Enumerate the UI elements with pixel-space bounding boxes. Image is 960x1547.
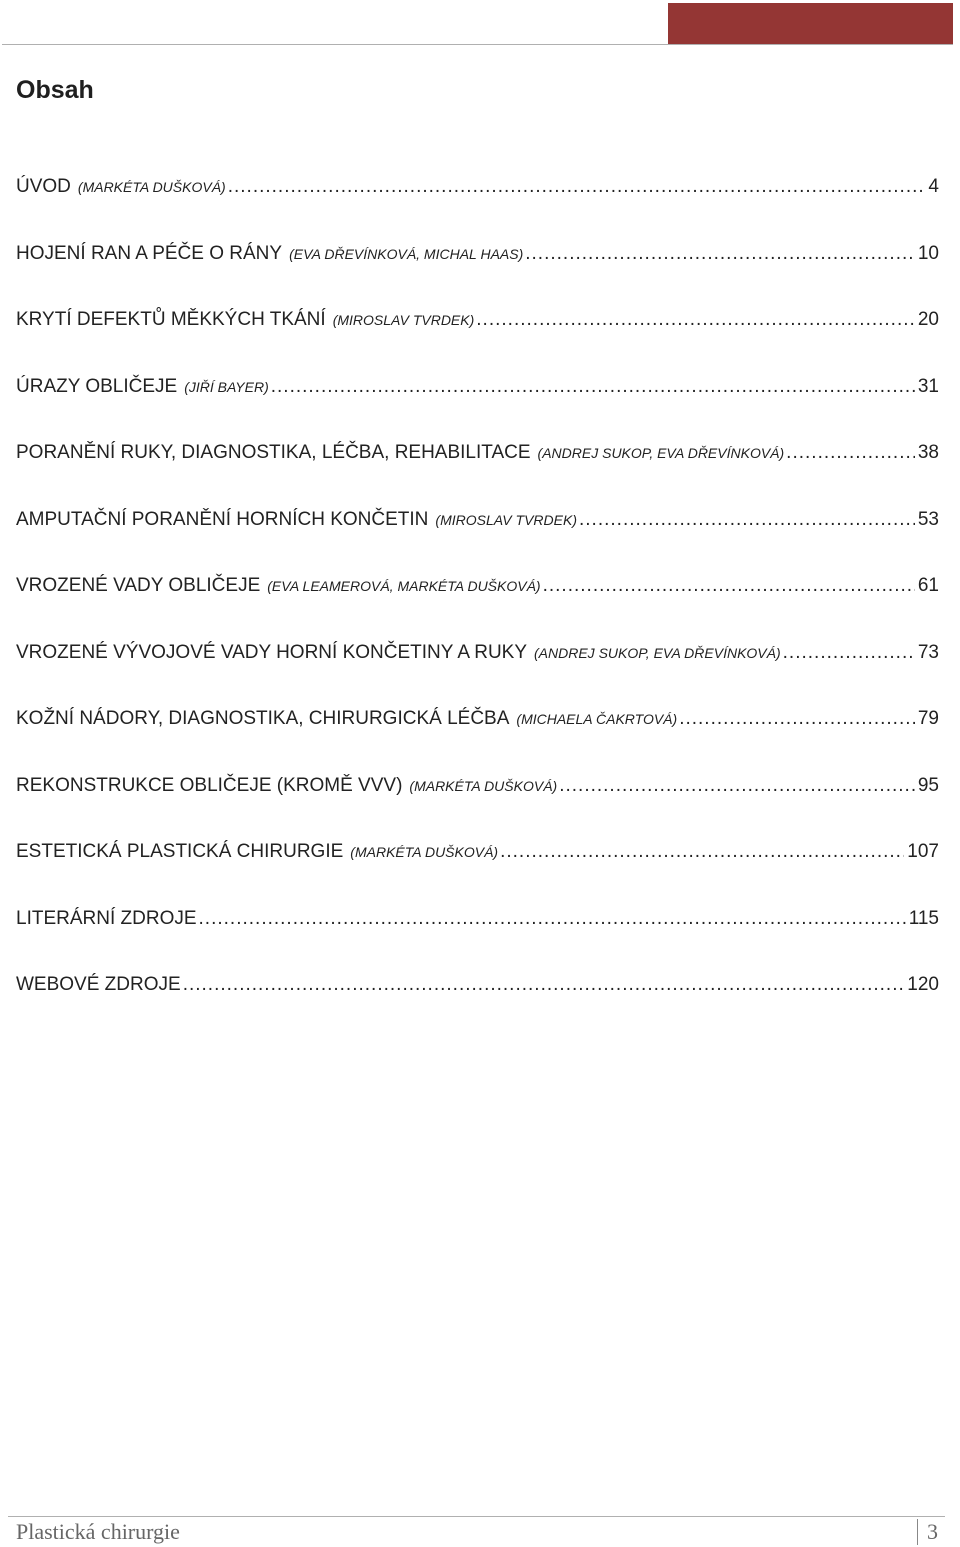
entry-page-number: 115: [908, 907, 939, 929]
toc-entry[interactable]: [16, 908, 939, 975]
toc-entry[interactable]: [16, 974, 939, 1041]
entry-title: VROZENÉ VADY OBLIČEJE: [16, 575, 261, 596]
table-of-contents: [16, 176, 939, 1041]
entry-page-number: 61: [917, 575, 939, 596]
entry-title: REKONSTRUKCE OBLIČEJE (KROMĚ VVV): [16, 774, 403, 796]
toc-entry[interactable]: [16, 243, 939, 310]
entry-title: ÚVOD: [16, 176, 71, 197]
entry-title: VROZENÉ VÝVOJOVÉ VADY HORNÍ KONČETINY A RUKY: [16, 641, 528, 663]
entry-title: WEBOVÉ ZDROJE: [16, 974, 181, 995]
toc-entry[interactable]: [16, 376, 939, 443]
entry-page-number: 20: [917, 309, 939, 330]
entry-page-number: 38: [917, 442, 939, 463]
entry-page-number: 73: [917, 641, 939, 663]
dot-leader: [525, 243, 915, 265]
entry-author: (JIŘÍ BAYER): [184, 378, 269, 395]
entry-author: (MIROSLAV TVRDEK): [435, 511, 577, 528]
toc-entry[interactable]: [16, 841, 939, 908]
dot-leader: [500, 841, 904, 863]
dot-leader: [476, 309, 915, 331]
toc-entry[interactable]: [16, 442, 939, 509]
footer-page-number: 3: [917, 1519, 938, 1545]
entry-page-number: 4: [928, 176, 939, 197]
footer-book-title: Plastická chirurgie: [16, 1519, 180, 1544]
entry-page-number: 10: [917, 242, 939, 264]
entry-author: (EVA DŘEVÍNKOVÁ, MICHAL HAAS): [289, 245, 524, 262]
entry-author: (EVA LEAMEROVÁ, MARKÉTA DUŠKOVÁ): [267, 578, 541, 594]
toc-entry[interactable]: [16, 575, 939, 642]
toc-entry[interactable]: [16, 775, 939, 842]
dot-leader: [543, 575, 915, 597]
entry-author: (MARKÉTA DUŠKOVÁ): [350, 844, 499, 860]
entry-author: (ANDREJ SUKOP, EVA DŘEVÍNKOVÁ): [534, 644, 781, 661]
dot-leader: [786, 442, 915, 464]
dot-leader: [199, 908, 906, 930]
dot-leader: [679, 708, 915, 730]
dot-leader: [228, 176, 926, 198]
entry-title: KRYTÍ DEFEKTŮ MĚKKÝCH TKÁNÍ: [16, 309, 326, 330]
header-accent-bar: [668, 3, 953, 44]
dot-leader: [559, 775, 915, 797]
entry-title: ÚRAZY OBLIČEJE: [16, 375, 178, 397]
entry-title: PORANĚNÍ RUKY, DIAGNOSTIKA, LÉČBA, REHABILITACE: [16, 442, 531, 463]
entry-author: (MICHAELA ČAKRTOVÁ): [516, 711, 678, 727]
dot-leader: [271, 376, 915, 398]
entry-page-number: 107: [907, 841, 939, 862]
dot-leader: [783, 642, 915, 664]
entry-author: (MIROSLAV TVRDEK): [332, 312, 475, 328]
dot-leader: [183, 974, 905, 996]
entry-page-number: 95: [917, 774, 939, 796]
entry-title: ESTETICKÁ PLASTICKÁ CHIRURGIE: [16, 841, 344, 862]
entry-title: HOJENÍ RAN A PÉČE O RÁNY: [16, 242, 283, 264]
entry-page-number: 53: [917, 508, 939, 530]
dot-leader: [579, 509, 915, 531]
header-rule: [2, 44, 953, 45]
toc-entry[interactable]: [16, 309, 939, 376]
entry-page-number: 79: [917, 708, 939, 729]
toc-title: Obsah: [16, 76, 94, 104]
toc-entry[interactable]: [16, 176, 939, 243]
entry-author: (MARKÉTA DUŠKOVÁ): [409, 777, 558, 794]
entry-author: (ANDREJ SUKOP, EVA DŘEVÍNKOVÁ): [537, 445, 785, 461]
entry-author: (MARKÉTA DUŠKOVÁ): [77, 179, 226, 195]
entry-title: LITERÁRNÍ ZDROJE: [16, 907, 197, 929]
entry-title: KOŽNÍ NÁDORY, DIAGNOSTIKA, CHIRURGICKÁ LÉČBA: [16, 708, 510, 729]
footer-rule: [8, 1516, 945, 1517]
toc-entry[interactable]: [16, 708, 939, 775]
toc-entry[interactable]: [16, 509, 939, 576]
toc-entry[interactable]: [16, 642, 939, 709]
entry-page-number: 120: [907, 974, 939, 995]
entry-title: AMPUTAČNÍ PORANĚNÍ HORNÍCH KONČETIN: [16, 508, 429, 530]
entry-page-number: 31: [917, 375, 939, 397]
